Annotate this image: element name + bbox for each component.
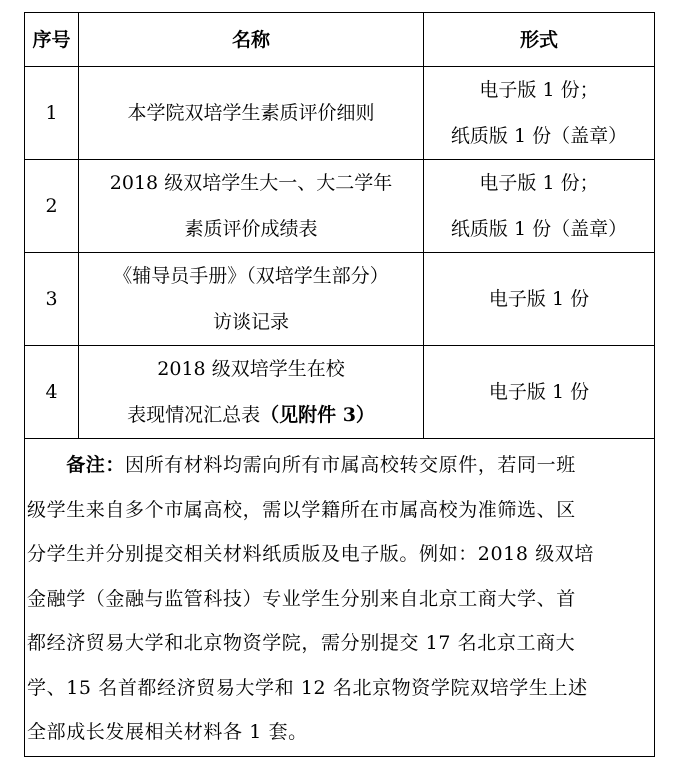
row-index: 2 (25, 160, 79, 253)
row-form-line: 电子版 1 份； (479, 172, 599, 194)
row-name-line: 访谈记录 (212, 311, 289, 333)
row-index: 3 (25, 253, 79, 346)
row-form-line: 电子版 1 份 (488, 381, 590, 403)
header-form: 形式 (424, 13, 655, 67)
row-name-line: 《辅导员手册》（双培学生部分） (113, 265, 389, 287)
note-row (25, 439, 655, 757)
materials-table (24, 12, 655, 757)
row-form-line: 纸质版 1 份（盖章） (450, 218, 628, 240)
note-text-line: 学、15 名首都经济贸易大学和 12 名北京物资学院双培学生上述 (27, 676, 588, 699)
row-name (79, 160, 424, 253)
note-text-line: 因所有材料均需向所有市属高校转交原件，若同一班 (125, 454, 576, 476)
row-name (79, 346, 424, 439)
row-form (424, 346, 655, 439)
table-header-row (25, 13, 655, 67)
note-text-line: 级学生来自多个市属高校，需以学籍所在市属高校为准筛选、区 (27, 498, 576, 521)
row-name-line: 2018 级双培学生在校 (157, 358, 345, 380)
row-form-line: 电子版 1 份 (488, 288, 590, 310)
row-name-line: 2018 级双培学生大一、大二学年 (109, 172, 393, 194)
note-cell (25, 439, 655, 757)
table-row (25, 160, 655, 253)
row-name-line: 表现情况汇总表 (127, 404, 261, 426)
row-name (79, 253, 424, 346)
table-row (25, 253, 655, 346)
row-index: 4 (25, 346, 79, 439)
note-label: 备注： (66, 454, 126, 476)
table-row (25, 67, 655, 160)
row-form-line: 电子版 1 份； (479, 79, 599, 101)
row-name (79, 67, 424, 160)
row-form (424, 67, 655, 160)
row-name-line-with-suffix (79, 392, 423, 438)
row-form (424, 253, 655, 346)
attachment-reference: （见附件 3） (260, 404, 375, 426)
header-name: 名称 (79, 13, 424, 67)
note-first-line (27, 443, 652, 488)
note-text-line: 分学生并分别提交相关材料纸质版及电子版。例如：2018 级双培 (27, 543, 594, 565)
row-index: 1 (25, 67, 79, 160)
row-name-line: 本学院双培学生素质评价细则 (127, 102, 375, 124)
note-text-line: 全部成长发展相关材料各 1 套。 (27, 721, 308, 743)
header-index: 序号 (25, 13, 79, 67)
row-form-line: 纸质版 1 份（盖章） (450, 125, 628, 147)
row-form (424, 160, 655, 253)
table-row (25, 346, 655, 439)
note-text-line: 都经济贸易大学和北京物资学院，需分别提交 17 名北京工商大 (27, 632, 576, 654)
note-text-line: 金融学（金融与监管科技）专业学生分别来自北京工商大学、首 (27, 587, 576, 610)
row-name-line: 素质评价成绩表 (184, 218, 318, 240)
